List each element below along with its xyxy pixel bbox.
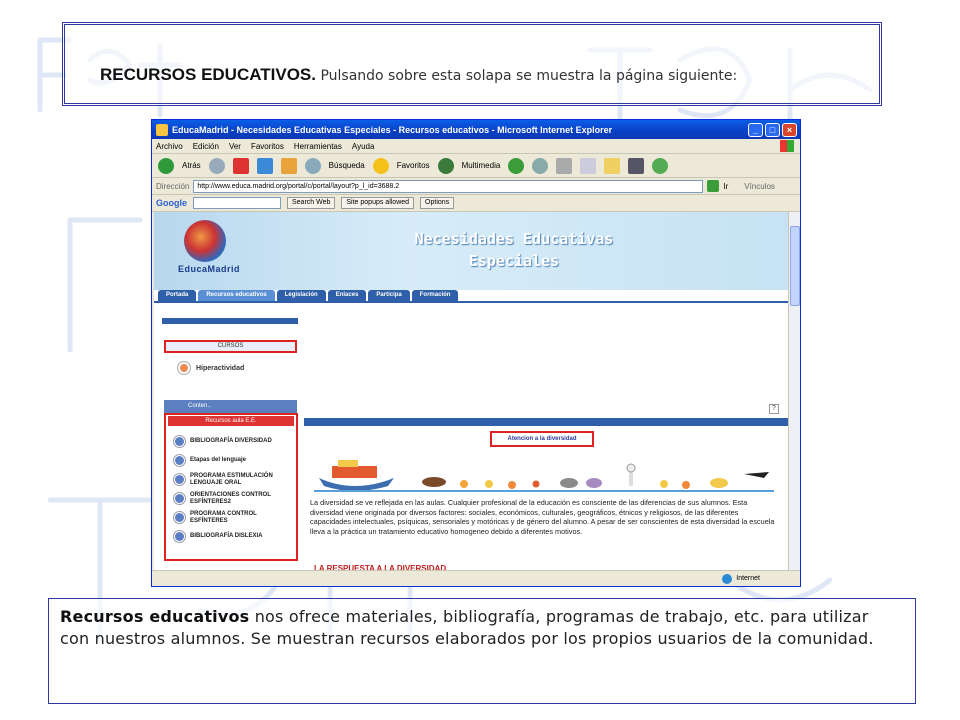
print-icon[interactable] <box>556 158 572 174</box>
links-label[interactable]: Vínculos <box>744 181 775 191</box>
resource-item[interactable] <box>174 470 292 489</box>
back-arrow-icon[interactable] <box>158 158 174 174</box>
bottom-description <box>60 606 890 650</box>
folder-icon[interactable] <box>604 158 620 174</box>
top-caption-rest: Pulsando sobre esta solapa se muestra la página siguiente: <box>316 68 738 84</box>
top-caption <box>100 65 870 85</box>
tab-participa[interactable]: Participa <box>368 290 409 301</box>
tab-recursos-educativos[interactable]: Recursos educativos <box>198 290 274 301</box>
favorites-button[interactable]: Favoritos <box>396 161 430 170</box>
menu-item-edicion[interactable]: Edición <box>192 141 219 151</box>
resource-item[interactable] <box>174 451 292 470</box>
refresh-icon[interactable] <box>257 158 273 174</box>
zone-label: Internet <box>736 575 760 582</box>
html-doc-icon <box>174 531 185 542</box>
course-icon <box>178 362 190 374</box>
resource-label: ORIENTACIONES CONTROL ESFÍNTERES2 <box>190 491 271 505</box>
home-icon[interactable] <box>281 158 297 174</box>
status-bar <box>152 570 800 586</box>
html-doc-icon <box>174 436 185 447</box>
contents-bar[interactable]: Conten.. <box>164 400 297 413</box>
resource-label: BIBLIOGRAFÍA DIVERSIDAD <box>190 438 272 444</box>
popups-allowed-button[interactable]: Site popups allowed <box>341 197 414 209</box>
close-icon[interactable]: × <box>782 123 797 137</box>
globe-icon <box>722 574 732 584</box>
site-header <box>154 212 788 290</box>
bottom-description-bold: Recursos educativos <box>60 607 250 626</box>
atencion-diversidad-heading: Atencion a la diversidad <box>490 431 594 447</box>
edit-icon[interactable] <box>580 158 596 174</box>
stop-icon[interactable] <box>233 158 249 174</box>
resource-label: Etapas del lenguaje <box>190 457 247 463</box>
multimedia-icon[interactable] <box>438 158 454 174</box>
tab-formacion[interactable]: Formación <box>412 290 459 301</box>
respuesta-heading: LA RESPUESTA A LA DIVERSIDAD <box>314 564 447 570</box>
resource-item[interactable] <box>174 527 292 546</box>
intro-paragraph: La diversidad se ve reflejada en las aulas. Cualquier profesional de la educación es consciente de las diferencias de sus alumnos. Esta diversidad viene originada por diversos factores: sociales, económicos, culturales, geográficos, étnicos y religiosos, de las diferentes capacidades intelectuales, psíquicas, sensoriales y motóricas y de género del alumno. A pesar de ser conscientes de esta diversidad la escuela lleva a la práctica un tratamiento educativo homogeneo debido a diferentes motivos. <box>310 498 775 537</box>
resource-list <box>174 432 292 546</box>
main-stripe <box>304 418 788 426</box>
resource-label: PROGRAMA ESTIMULACIÓN LENGUAJE ORAL <box>190 472 273 486</box>
recursos-aula-header: Recursos aula E.E. <box>168 416 294 426</box>
html-doc-icon <box>174 512 185 523</box>
resource-item[interactable] <box>174 489 292 508</box>
bottom-description-rest: nos ofrece materiales, bibliografía, programas de trabajo, etc. para utilizar con nuestros alumnos. Se muestran recursos elaborados por los propios usuarios de la comunidad. <box>60 607 874 648</box>
hiperactividad-label: Hiperactividad <box>196 364 245 372</box>
vertical-scrollbar[interactable] <box>788 212 800 570</box>
menu-item-ver[interactable]: Ver <box>228 141 241 151</box>
forward-arrow-icon[interactable] <box>209 158 225 174</box>
favorites-star-icon[interactable] <box>373 158 389 174</box>
site-title-line2: Especiales <box>468 252 560 270</box>
address-bar <box>152 178 800 195</box>
search-button[interactable]: Búsqueda <box>328 161 365 170</box>
tab-legislacion[interactable]: Legislación <box>277 290 326 301</box>
logo-text: EducaMadrid <box>178 264 241 274</box>
browser-toolbar <box>152 154 800 178</box>
menu-item-favoritos[interactable]: Favoritos <box>250 141 284 151</box>
left-stripe <box>162 318 298 324</box>
browser-title: EducaMadrid - Necesidades Educativas Especiales - Recursos educativos - Microsoft Internet Explorer <box>172 124 613 135</box>
top-caption-bold: RECURSOS EDUCATIVOS. <box>100 65 316 84</box>
tab-portada[interactable]: Portada <box>158 290 196 301</box>
animals-parade-illustration <box>314 456 774 496</box>
menu-item-herramientas[interactable]: Herramientas <box>293 141 342 151</box>
google-search-input[interactable] <box>193 197 281 209</box>
browser-titlebar <box>152 120 800 139</box>
google-logo[interactable]: Google <box>156 198 187 208</box>
menu-bar <box>152 139 800 154</box>
help-icon[interactable]: ? <box>769 404 779 414</box>
resource-item[interactable] <box>174 508 292 527</box>
address-label: Dirección <box>156 181 190 191</box>
go-button[interactable]: Ir <box>723 181 729 191</box>
nav-underline <box>154 301 788 303</box>
windows-logo-icon <box>780 140 794 152</box>
history-icon[interactable] <box>508 158 524 174</box>
window-controls <box>748 123 797 137</box>
browser-window <box>151 119 801 587</box>
go-arrow-icon[interactable] <box>707 180 719 192</box>
security-zone <box>722 574 760 584</box>
resource-item[interactable] <box>174 432 292 451</box>
search-web-button[interactable]: Search Web <box>287 197 335 209</box>
hiperactividad-link[interactable] <box>178 362 244 374</box>
educamadrid-logo[interactable] <box>184 220 226 262</box>
messenger-icon[interactable] <box>652 158 668 174</box>
scroll-thumb[interactable] <box>790 226 800 306</box>
site-title-line1: Necesidades Educativas <box>414 230 614 248</box>
site-nav-tabs <box>158 290 458 301</box>
google-toolbar <box>152 195 800 212</box>
back-button[interactable]: Atrás <box>182 161 201 170</box>
html-doc-icon <box>174 455 185 466</box>
resource-label: BIBLIOGRAFÍA DISLEXIA <box>190 533 263 539</box>
mail-icon[interactable] <box>532 158 548 174</box>
top-caption-frame <box>62 22 882 106</box>
tab-enlaces[interactable]: Enlaces <box>328 290 367 301</box>
html-doc-icon <box>174 493 185 504</box>
maximize-icon[interactable]: □ <box>765 123 780 137</box>
html-doc-icon <box>174 474 185 485</box>
search-icon[interactable] <box>305 158 321 174</box>
multimedia-button[interactable]: Multimedia <box>461 161 501 170</box>
menu-item-ayuda[interactable]: Ayuda <box>351 141 375 151</box>
resource-label: PROGRAMA CONTROL ESFÍNTERES <box>190 510 257 524</box>
tools-icon[interactable] <box>628 158 644 174</box>
minimize-icon[interactable]: _ <box>748 123 763 137</box>
left-column <box>162 318 298 324</box>
ie-icon <box>156 124 168 136</box>
menu-item-archivo[interactable]: Archivo <box>156 141 183 151</box>
options-button[interactable]: Options <box>420 197 454 209</box>
cursos-header[interactable]: CURSOS <box>164 340 297 353</box>
site-title <box>354 228 674 272</box>
page-viewport <box>154 212 788 570</box>
address-input[interactable]: http://www.educa.madrid.org/portal/c/portal/layout?p_l_id=3688.2 <box>193 180 703 193</box>
